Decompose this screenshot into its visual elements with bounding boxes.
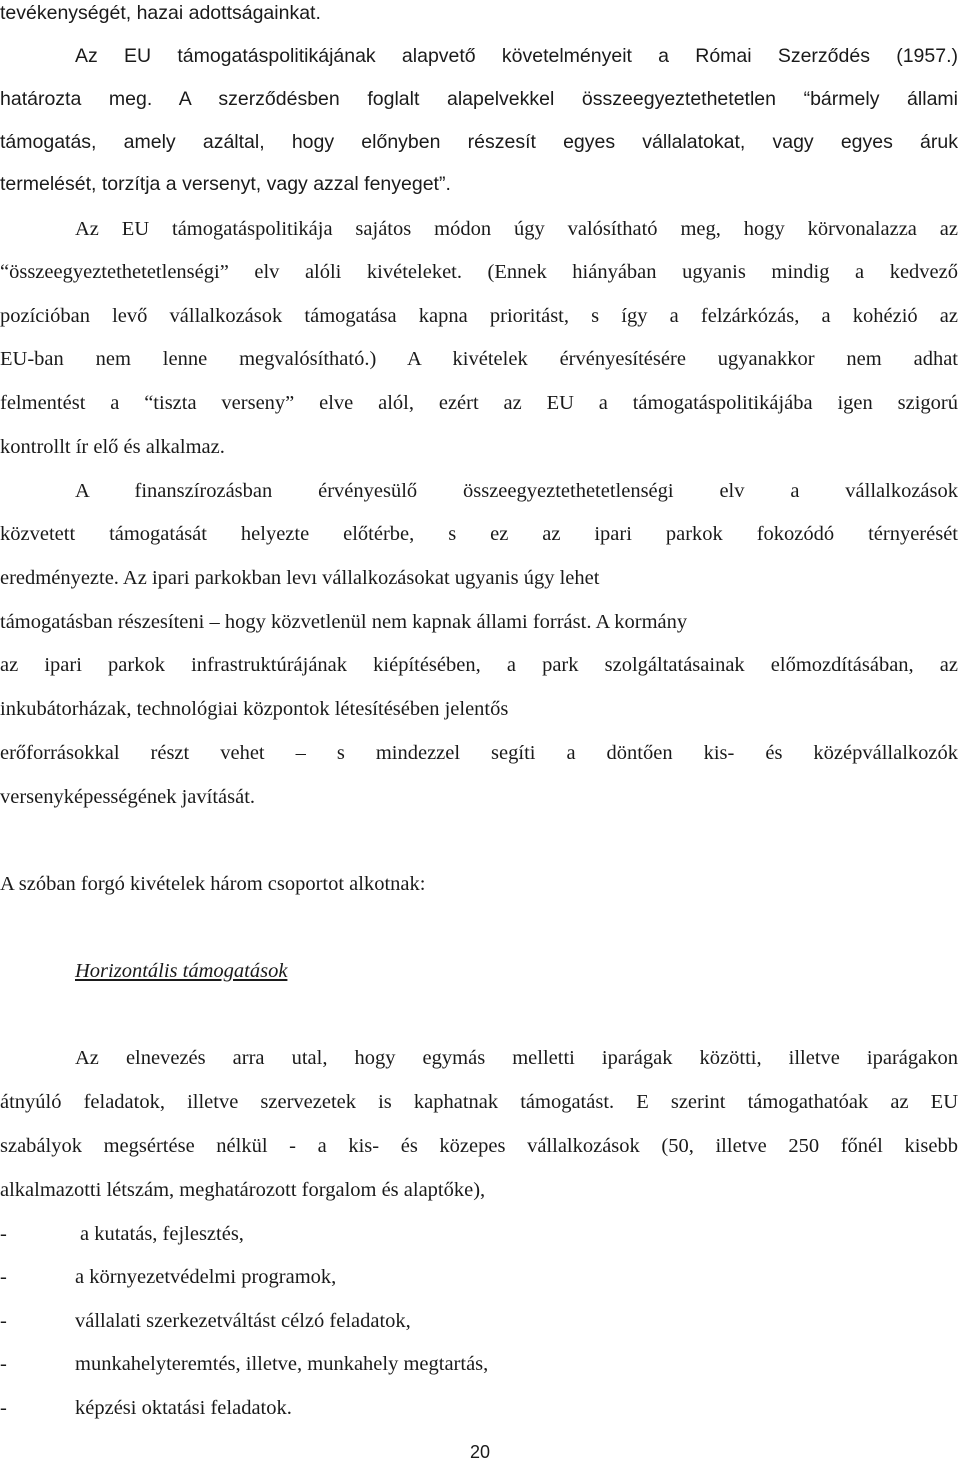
list-dash: -: [0, 1397, 7, 1419]
text-line: A finanszírozásban érvényesülő összeegyeztethetetlenségi elv a vállalkozások: [75, 480, 958, 502]
list-dash: -: [0, 1310, 7, 1332]
text-line: támogatásban részesíteni – hogy közvetlenül nem kapnak állami forrást. A kormány: [0, 611, 688, 633]
text-line: “összeegyeztethetetlenségi” elv alóli kivételeket. (Ennek hiányában ugyanis mindig a kedvező: [0, 261, 958, 283]
list-item-text: vállalati szerkezetváltást célzó feladatok,: [75, 1310, 411, 1332]
text-line: pozícióban levő vállalkozások támogatása kapna prioritást, s így a felzárkózás, a kohézió az: [0, 305, 958, 327]
list-dash: -: [0, 1223, 7, 1245]
list-item-text: a kutatás, fejlesztés,: [80, 1223, 244, 1245]
text-line: felmentést a “tiszta verseny” elve alól, ezért az EU a támogatáspolitikájába igen szigorú: [0, 392, 958, 414]
text-line: versenyképességének javítását.: [0, 786, 256, 808]
list-item: [0, 1220, 958, 1248]
text-line: Az elnevezés arra utal, hogy egymás melletti iparágak közötti, illetve iparágakon: [75, 1047, 958, 1069]
text-line: inkubátorházak, technológiai központok létesítésében jelentős: [0, 698, 509, 720]
text-line: tevékenységét, hazai adottságainkat.: [0, 2, 321, 24]
text-line: kontrollt ír elő és alkalmaz.: [0, 436, 225, 458]
list-item: [0, 1394, 958, 1422]
text-line: eredményezte. Az ipari parkokban levı vállalkozásokat ugyanis úgy lehet: [0, 567, 600, 589]
list-item-text: a környezetvédelmi programok,: [75, 1266, 337, 1288]
list-dash: -: [0, 1353, 7, 1375]
text-line: EU-ban nem lenne megvalósítható.) A kivételek érvényesítésére ugyanakkor nem adhat: [0, 348, 958, 370]
list-item-text: munkahelyteremtés, illetve, munkahely megtartás,: [75, 1353, 489, 1375]
list-item-text: képzési oktatási feladatok.: [75, 1397, 292, 1419]
text-line: átnyúló feladatok, illetve szervezetek is kaphatnak támogatást. E szerint támogathatóak az EU: [0, 1091, 958, 1113]
section-heading: [75, 957, 287, 985]
section-heading-text: Horizontális támogatások: [75, 960, 288, 982]
text-line: Az EU támogatáspolitikája sajátos módon úgy valósítható meg, hogy körvonalazza az: [75, 218, 958, 240]
list-item: [0, 1350, 958, 1378]
list-item: [0, 1263, 958, 1291]
text-line: közvetett támogatását helyezte előtérbe, s ez az ipari parkok fokozódó térnyerését: [0, 523, 958, 545]
text-line: alkalmazotti létszám, meghatározott forgalom és alaptőke),: [0, 1179, 486, 1201]
text-line: termelését, torzítja a versenyt, vagy azzal fenyeget”.: [0, 173, 451, 195]
text-line: szabályok megsértése nélkül - a kis- és közepes vállalkozások (50, illetve 250 főnél kisebb: [0, 1135, 958, 1157]
list-item: [0, 1307, 958, 1335]
text-line: A szóban forgó kivételek három csoportot alkotnak:: [0, 873, 426, 895]
text-line: támogatás, amely azáltal, hogy előnyben részesít egyes vállalatokat, vagy egyes áruk: [0, 131, 958, 153]
text-line: Az EU támogatáspolitikájának alapvető követelményeit a Római Szerződés (1957.): [75, 45, 958, 67]
list-dash: -: [0, 1266, 7, 1288]
page-number: 20: [469, 1442, 491, 1462]
text-line: az ipari parkok infrastruktúrájának kiépítésében, a park szolgáltatásainak előmozdításában, az: [0, 654, 958, 676]
text-line: erőforrásokkal részt vehet – s mindezzel segíti a döntően kis- és középvállalkozók: [0, 742, 958, 764]
text-line: határozta meg. A szerződésben foglalt alapelvekkel összeegyeztethetetlen “bármely állami: [0, 88, 958, 110]
